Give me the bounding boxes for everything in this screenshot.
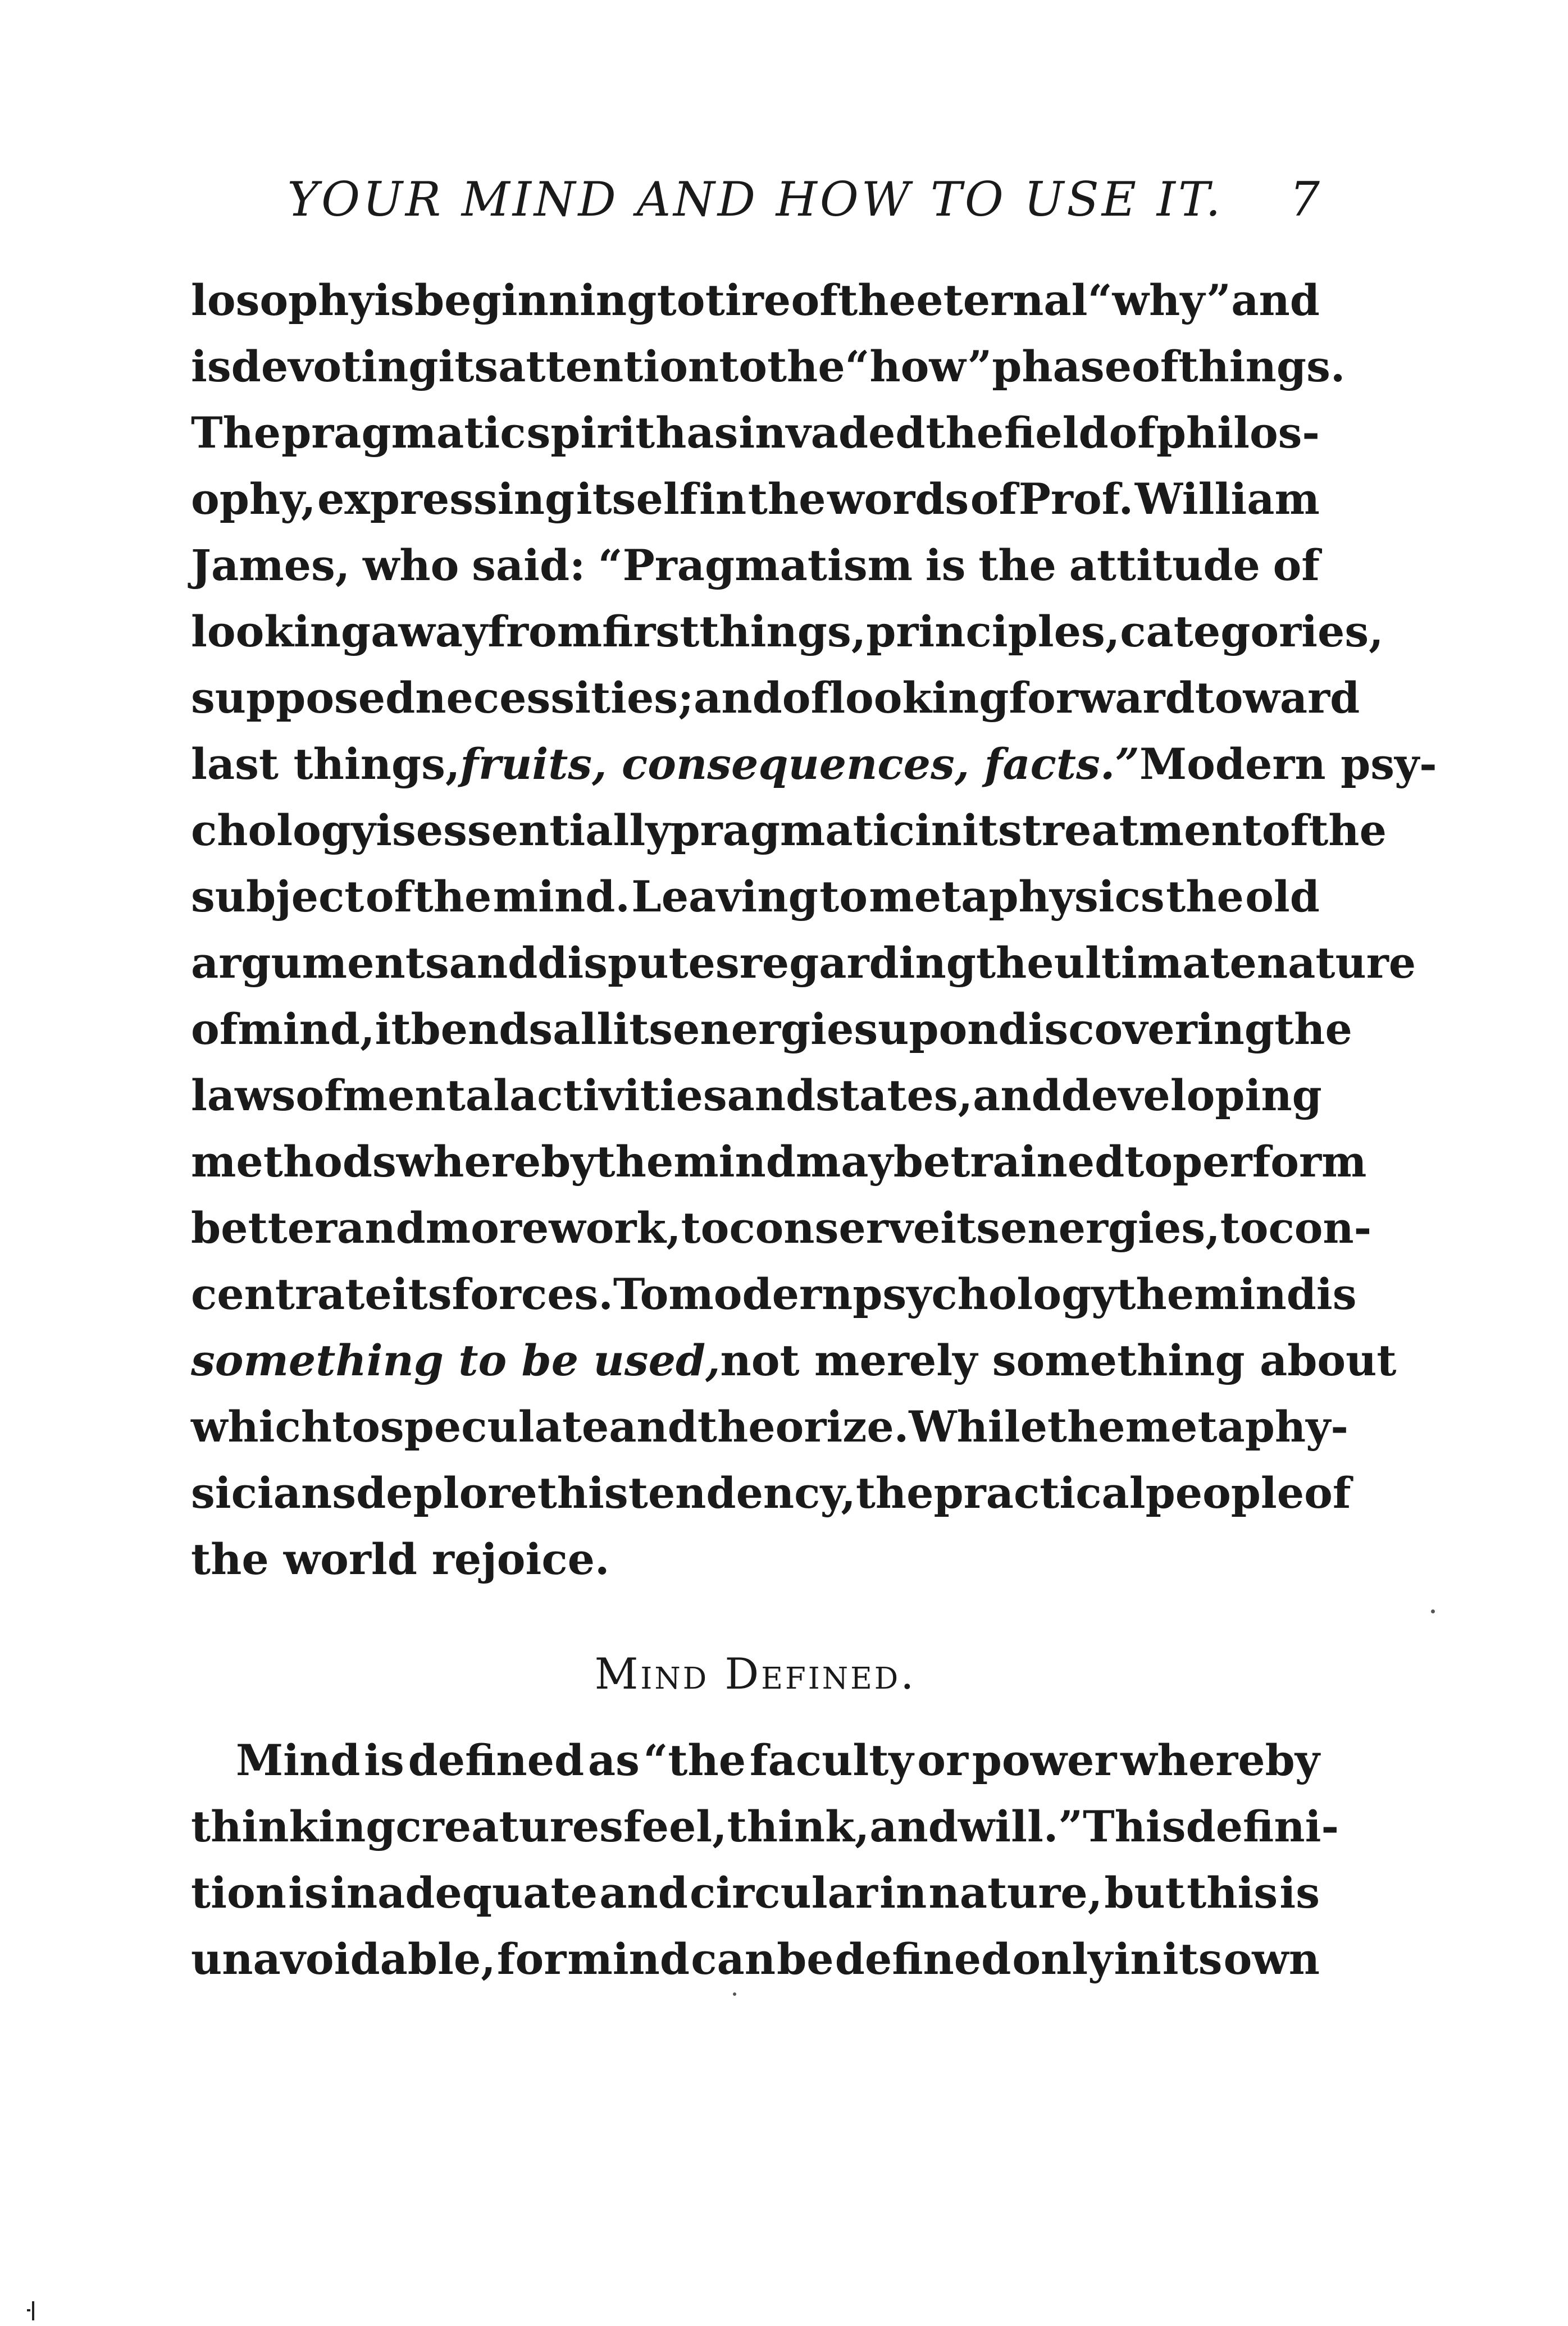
line-8-italic: fruits, consequences, facts.” bbox=[460, 739, 1139, 789]
word: tire bbox=[705, 275, 791, 325]
word: nature bbox=[1256, 938, 1416, 988]
word: in bbox=[1114, 1934, 1161, 1984]
word: all bbox=[553, 1004, 613, 1054]
word: phase bbox=[992, 341, 1132, 391]
word: the bbox=[1166, 872, 1244, 922]
word: things, bbox=[699, 606, 867, 656]
word: the bbox=[1309, 805, 1387, 855]
word: the bbox=[855, 1468, 934, 1518]
word: its bbox=[1162, 1934, 1223, 1984]
word: is bbox=[376, 805, 416, 855]
word: con- bbox=[1268, 1203, 1372, 1253]
word: pragmatic bbox=[670, 805, 915, 855]
word: work, bbox=[549, 1203, 681, 1253]
word: states, bbox=[815, 1070, 973, 1120]
word: whereby bbox=[1120, 1735, 1320, 1785]
word: is bbox=[1316, 1269, 1357, 1319]
scan-speck bbox=[1431, 1609, 1435, 1613]
word: categories, bbox=[1120, 606, 1384, 656]
word: “how” bbox=[845, 341, 992, 391]
word: “the bbox=[643, 1735, 746, 1785]
line-8-tail: Modern psy- bbox=[1139, 739, 1437, 789]
word: and bbox=[973, 1070, 1061, 1120]
word: tion bbox=[191, 1868, 286, 1918]
word: discovering bbox=[998, 1004, 1275, 1054]
word: “Pragmatism bbox=[598, 540, 913, 590]
word: who bbox=[362, 540, 459, 590]
word: Mind bbox=[236, 1735, 361, 1785]
word: Prof. bbox=[1018, 474, 1134, 524]
word: the bbox=[978, 540, 1056, 590]
text-line bbox=[191, 341, 1346, 408]
word: methods bbox=[191, 1137, 396, 1187]
word: and bbox=[599, 1868, 688, 1918]
word: mind bbox=[673, 1137, 796, 1187]
word: this bbox=[537, 1468, 628, 1518]
word: the bbox=[747, 474, 826, 524]
word: metaphysics bbox=[869, 872, 1165, 922]
word: to bbox=[1124, 1137, 1173, 1187]
word: in bbox=[879, 1868, 927, 1918]
running-head bbox=[191, 163, 1320, 236]
text-line bbox=[191, 1868, 1320, 1934]
word: attention bbox=[498, 341, 719, 391]
word: energies bbox=[672, 1004, 878, 1054]
word: people bbox=[1145, 1468, 1305, 1518]
line-8-lead: last things, bbox=[191, 739, 461, 789]
word: feel, bbox=[623, 1801, 727, 1851]
word: in bbox=[699, 474, 747, 524]
scan-edge-mark bbox=[32, 2301, 34, 2320]
text-line bbox=[191, 1934, 1320, 2000]
word: modern bbox=[668, 1269, 853, 1319]
word: William bbox=[1134, 474, 1320, 524]
line-17-italic: something to be used, bbox=[191, 1335, 721, 1385]
word: conserve bbox=[729, 1203, 941, 1253]
word: bends bbox=[411, 1004, 553, 1054]
word: theorize. bbox=[697, 1402, 909, 1452]
word: which bbox=[191, 1402, 332, 1452]
word: to bbox=[681, 1203, 730, 1253]
word: more bbox=[425, 1203, 549, 1253]
word: its bbox=[391, 1269, 452, 1319]
text-line bbox=[191, 1070, 1320, 1137]
word: to bbox=[819, 872, 868, 922]
word: world bbox=[283, 1534, 417, 1584]
text-line bbox=[191, 1269, 1357, 1335]
word: the bbox=[926, 408, 1004, 458]
word: of bbox=[782, 673, 829, 723]
word: spirit bbox=[526, 408, 655, 458]
word: invaded bbox=[739, 408, 926, 458]
word: The bbox=[191, 408, 281, 458]
word: treatment bbox=[1022, 805, 1262, 855]
word: unavoidable, bbox=[191, 1934, 496, 1984]
text-line bbox=[191, 872, 1320, 938]
word: is bbox=[288, 1868, 329, 1918]
word: and bbox=[449, 938, 538, 988]
word: can bbox=[691, 1934, 776, 1984]
word: field bbox=[1004, 408, 1109, 458]
word: Leaving bbox=[631, 872, 818, 922]
text-line bbox=[191, 540, 1320, 606]
word: of bbox=[295, 1070, 343, 1120]
word: defini- bbox=[1186, 1801, 1339, 1851]
line-17-tail: not merely something about bbox=[720, 1335, 1397, 1385]
word: To bbox=[613, 1269, 669, 1319]
word: whereby bbox=[396, 1137, 596, 1187]
word: regarding bbox=[739, 938, 976, 988]
word: trained bbox=[950, 1137, 1125, 1187]
word: disputes bbox=[537, 938, 740, 988]
word: While bbox=[909, 1402, 1047, 1452]
word: in bbox=[914, 805, 963, 855]
word: rejoice. bbox=[431, 1534, 610, 1584]
word: mind bbox=[1194, 1269, 1316, 1319]
word: arguments bbox=[191, 938, 449, 988]
paragraph-2 bbox=[191, 1735, 1339, 2000]
word: its bbox=[940, 1203, 1001, 1253]
word: its bbox=[962, 805, 1022, 855]
word: from bbox=[487, 606, 603, 656]
word: ophy, bbox=[191, 474, 316, 524]
word: beginning bbox=[414, 275, 657, 325]
word: as bbox=[587, 1735, 640, 1785]
word: of bbox=[1261, 805, 1309, 855]
text-line bbox=[191, 938, 1416, 1004]
text-line bbox=[191, 1534, 1320, 1600]
word: eternal bbox=[916, 275, 1088, 325]
word: subject bbox=[191, 872, 364, 922]
scan-edge-mark bbox=[27, 2309, 30, 2311]
word: is bbox=[191, 341, 231, 391]
word: defined bbox=[835, 1934, 1011, 1984]
word: circular bbox=[690, 1868, 878, 1918]
word: practical bbox=[933, 1468, 1146, 1518]
word: of bbox=[1132, 341, 1179, 391]
word: thinking bbox=[191, 1801, 396, 1851]
word: think, bbox=[727, 1801, 870, 1851]
word: be bbox=[777, 1934, 834, 1984]
word: the bbox=[595, 1137, 674, 1187]
word: essentially bbox=[416, 805, 671, 855]
word: energies, bbox=[1000, 1203, 1220, 1253]
text-line bbox=[191, 408, 1320, 474]
word: “why” bbox=[1087, 275, 1231, 325]
word: first bbox=[602, 606, 700, 656]
word: away bbox=[371, 606, 488, 656]
word: will.” bbox=[958, 1801, 1083, 1851]
word: and bbox=[727, 1070, 816, 1120]
word: necessities; bbox=[415, 673, 694, 723]
word: mental bbox=[342, 1070, 509, 1120]
word: pragmatic bbox=[281, 408, 526, 458]
word: the bbox=[191, 1534, 269, 1584]
word: principles, bbox=[866, 606, 1120, 656]
word: and bbox=[337, 1203, 426, 1253]
word: tendency, bbox=[628, 1468, 856, 1518]
word: the bbox=[767, 341, 845, 391]
text-line bbox=[191, 1004, 1352, 1070]
word: of bbox=[1273, 540, 1320, 590]
word: to bbox=[657, 275, 705, 325]
scan-speck bbox=[733, 1992, 736, 1996]
word: toward bbox=[1195, 673, 1360, 723]
word: and bbox=[1231, 275, 1320, 325]
text-line-mixed bbox=[191, 739, 1437, 805]
word: better bbox=[191, 1203, 338, 1253]
text-line bbox=[191, 474, 1320, 540]
text-line bbox=[191, 275, 1320, 341]
word: centrate bbox=[191, 1269, 392, 1319]
word: of bbox=[970, 474, 1018, 524]
word: to bbox=[332, 1402, 380, 1452]
word: of bbox=[791, 275, 838, 325]
word: the bbox=[976, 938, 1054, 988]
word: mind bbox=[567, 1934, 690, 1984]
page-number: 7 bbox=[1289, 172, 1320, 227]
word: words bbox=[827, 474, 969, 524]
text-line bbox=[191, 673, 1360, 739]
word: attitude bbox=[1069, 540, 1260, 590]
word: forward bbox=[1009, 673, 1195, 723]
word: philos- bbox=[1156, 408, 1320, 458]
word: things. bbox=[1178, 341, 1346, 391]
word: metaphy- bbox=[1125, 1402, 1348, 1452]
word: mind. bbox=[493, 872, 630, 922]
word: looking bbox=[191, 606, 371, 656]
text-line bbox=[191, 805, 1387, 872]
word: inadequate bbox=[330, 1868, 598, 1918]
word: may bbox=[795, 1137, 894, 1187]
word: activities bbox=[509, 1070, 727, 1120]
word: own bbox=[1223, 1934, 1320, 1984]
word: the bbox=[1274, 1004, 1352, 1054]
word: nature, bbox=[928, 1868, 1103, 1918]
section-heading: Mind Defined. bbox=[594, 1648, 917, 1699]
text-line bbox=[191, 1468, 1351, 1534]
word: is bbox=[925, 540, 966, 590]
word: of bbox=[365, 872, 413, 922]
word: This bbox=[1083, 1801, 1186, 1851]
word: is bbox=[1279, 1868, 1320, 1918]
word: chology bbox=[191, 805, 376, 855]
word: itself bbox=[576, 474, 698, 524]
text-line bbox=[191, 1137, 1367, 1203]
word: of bbox=[1109, 408, 1156, 458]
word: forces. bbox=[452, 1269, 613, 1319]
word: of bbox=[1304, 1468, 1351, 1518]
word: faculty bbox=[749, 1735, 914, 1785]
word: and bbox=[694, 673, 782, 723]
word: upon bbox=[878, 1004, 999, 1054]
word: is bbox=[373, 275, 414, 325]
word: laws bbox=[191, 1070, 296, 1120]
word: speculate bbox=[380, 1402, 609, 1452]
word: expressing bbox=[317, 474, 575, 524]
word: its bbox=[438, 341, 499, 391]
word: or bbox=[917, 1735, 968, 1785]
word: its bbox=[613, 1004, 673, 1054]
word: said: bbox=[472, 540, 586, 590]
word: devoting bbox=[231, 341, 439, 391]
word: old bbox=[1245, 872, 1320, 922]
word: has bbox=[655, 408, 739, 458]
word: sicians bbox=[191, 1468, 357, 1518]
word: the bbox=[413, 872, 492, 922]
word: be bbox=[893, 1137, 951, 1187]
word: the bbox=[838, 275, 916, 325]
word: of bbox=[191, 1004, 238, 1054]
word: losophy bbox=[191, 275, 374, 325]
word: looking bbox=[829, 673, 1009, 723]
word: only bbox=[1012, 1934, 1113, 1984]
word: creatures bbox=[395, 1801, 623, 1851]
paragraph-1 bbox=[191, 275, 1437, 1600]
word: and bbox=[609, 1402, 698, 1452]
text-line bbox=[191, 1801, 1339, 1868]
word: defined bbox=[408, 1735, 585, 1785]
word: perform bbox=[1173, 1137, 1367, 1187]
running-title: YOUR MIND AND HOW TO USE IT. bbox=[287, 172, 1224, 227]
text-line bbox=[191, 1402, 1348, 1468]
word: for bbox=[496, 1934, 567, 1984]
text-line bbox=[191, 606, 1384, 673]
word: the bbox=[1116, 1269, 1195, 1319]
text-line bbox=[191, 1735, 1320, 1801]
word: ultimate bbox=[1054, 938, 1257, 988]
word: James, bbox=[191, 540, 350, 590]
word: the bbox=[1047, 1402, 1125, 1452]
word: to bbox=[1220, 1203, 1269, 1253]
word: is bbox=[364, 1735, 404, 1785]
word: to bbox=[719, 341, 767, 391]
word: this bbox=[1187, 1868, 1278, 1918]
word: and bbox=[869, 1801, 958, 1851]
word: but bbox=[1104, 1868, 1185, 1918]
word: developing bbox=[1061, 1070, 1322, 1120]
word: supposed bbox=[191, 673, 416, 723]
word: mind, bbox=[238, 1004, 375, 1054]
word: deplore bbox=[356, 1468, 537, 1518]
word: power bbox=[972, 1735, 1117, 1785]
text-line bbox=[191, 1203, 1372, 1269]
word: it bbox=[375, 1004, 411, 1054]
text-line-mixed bbox=[191, 1335, 1397, 1402]
text-block bbox=[191, 275, 1437, 2000]
word: psychology bbox=[853, 1269, 1116, 1319]
